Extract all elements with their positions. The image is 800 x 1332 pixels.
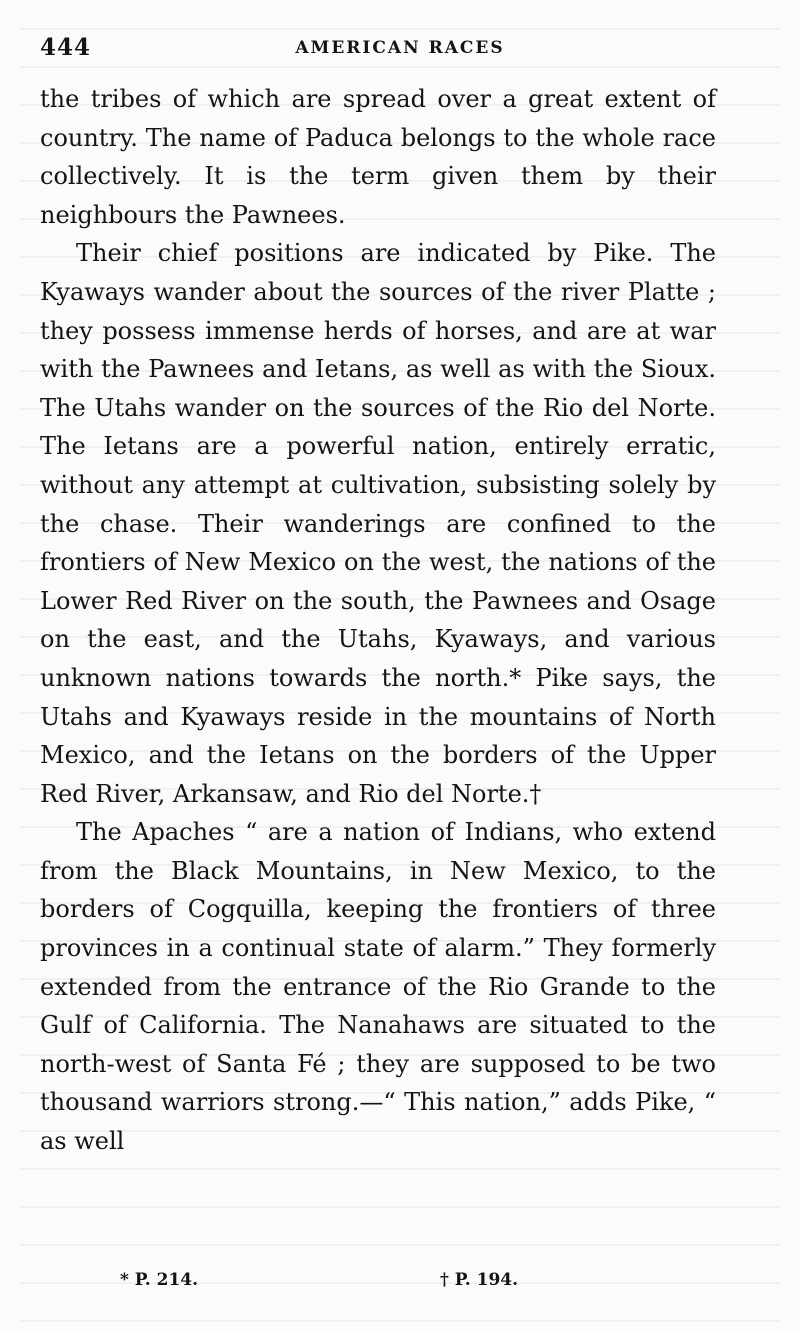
paragraph-chief-positions: Their chief positions are indicated by Pike. The Kyaways wander about the sources of the river Platte ; they possess immense herds of horses, and are at war with the Pawnees and Ietans, as well as with the Sioux. The Utahs wander on the sources of the Rio del Norte. The Ietans are a powerful nation, entirely erratic, without any attempt at cultivation, subsisting solely by the chase. Their wanderings are confined to the frontiers of New Mexico on the west, the nations of the Lower Red River on the south, the Pawnees and Osage on the east, and the Utahs, Kyaways, and various unknown nations towards the north.* Pike says, the Utahs and Kyaways reside in the mountains of North Mexico, and the Ietans on the borders of the Upper Red River, Arkansaw, and Rio del Norte.†	[40, 239, 716, 808]
running-title: AMERICAN RACES	[295, 38, 505, 58]
running-header	[40, 34, 760, 66]
paragraph-continued: the tribes of which are spread over a great extent of country. The name of Paduca belongs to the whole race collectively. It is the term given them by their neighbours the Pawnees.	[40, 85, 716, 229]
footnote-dagger: † P. 194.	[440, 1270, 519, 1290]
body-text	[40, 80, 716, 1161]
footnotes	[0, 1270, 800, 1304]
page-number: 444	[40, 34, 92, 61]
footnote-asterisk: * P. 214.	[120, 1270, 199, 1290]
paragraph-apaches: The Apaches “ are a nation of Indians, who extend from the Black Mountains, in New Mexico, to the borders of Cogquilla, keeping the frontiers of three provinces in a continual state of alarm.” They formerly extended from the entrance of the Rio Grande to the Gulf of California. The Nanahaws are situated to the north-west of Santa Fé ; they are supposed to be two thousand warriors strong.—“ This nation,” adds Pike, “ as well	[40, 818, 716, 1156]
